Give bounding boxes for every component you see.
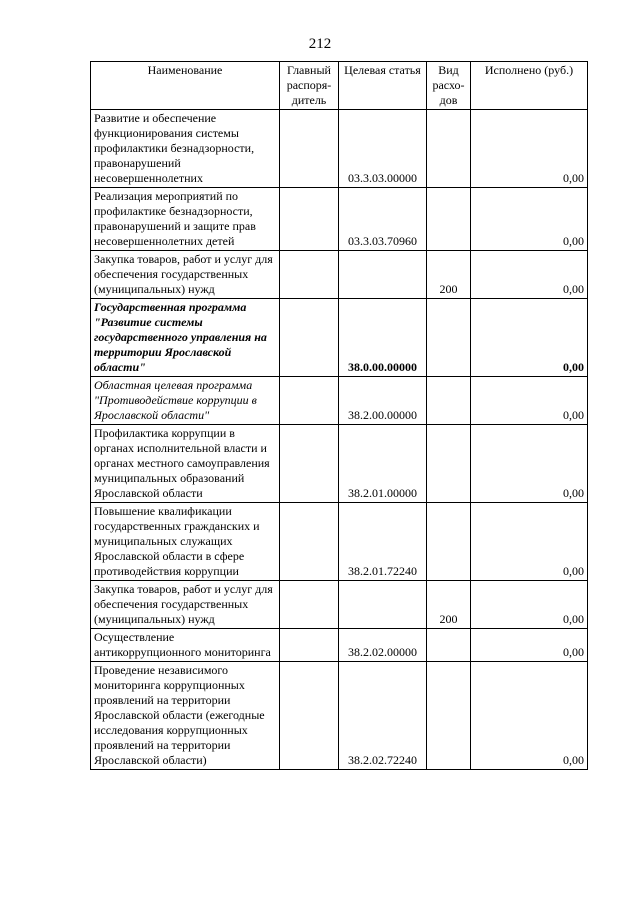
cell-article: 38.2.01.00000 [339,425,427,503]
cell-article: 03.3.03.00000 [339,110,427,188]
table-header-row [91,62,588,110]
cell-article [339,581,427,629]
cell-name: Государственная программа "Развитие системы государственного управления на территории Ярославской области" [91,299,280,377]
cell-type [427,110,471,188]
header-type: Вид расхо-дов [427,62,471,110]
cell-admin [280,110,339,188]
table-row [91,188,588,251]
cell-name: Областная целевая программа "Противодействие коррупции в Ярославской области" [91,377,280,425]
cell-article: 03.3.03.70960 [339,188,427,251]
table-row [91,629,588,662]
cell-admin [280,629,339,662]
table-row [91,377,588,425]
cell-type [427,503,471,581]
cell-admin [280,377,339,425]
table-row [91,251,588,299]
cell-type [427,662,471,770]
cell-article: 38.2.02.72240 [339,662,427,770]
cell-executed: 0,00 [471,188,588,251]
budget-table [90,61,588,770]
cell-type [427,377,471,425]
header-admin: Главный распоря-дитель [280,62,339,110]
cell-executed: 0,00 [471,503,588,581]
cell-name: Осуществление антикоррупционного мониторинга [91,629,280,662]
table-row [91,581,588,629]
cell-name: Закупка товаров, работ и услуг для обеспечения государственных (муниципальных) нужд [91,251,280,299]
cell-executed: 0,00 [471,299,588,377]
cell-article: 38.2.00.00000 [339,377,427,425]
cell-type: 200 [427,251,471,299]
cell-admin [280,662,339,770]
cell-admin [280,299,339,377]
header-article: Целевая статья [339,62,427,110]
cell-executed: 0,00 [471,377,588,425]
cell-article: 38.0.00.00000 [339,299,427,377]
cell-name: Проведение независимого мониторинга коррупционных проявлений на территории Ярославской области (ежегодные исследования коррупционных проявлений на территории Ярославской области) [91,662,280,770]
cell-type [427,425,471,503]
header-name: Наименование [91,62,280,110]
cell-admin [280,581,339,629]
cell-admin [280,251,339,299]
cell-executed: 0,00 [471,629,588,662]
cell-type [427,299,471,377]
cell-admin [280,188,339,251]
cell-executed: 0,00 [471,110,588,188]
cell-executed: 0,00 [471,581,588,629]
cell-article: 38.2.02.00000 [339,629,427,662]
cell-name: Закупка товаров, работ и услуг для обеспечения государственных (муниципальных) нужд [91,581,280,629]
cell-admin [280,425,339,503]
cell-article [339,251,427,299]
table-row [91,425,588,503]
cell-name: Профилактика коррупции в органах исполнительной власти и органах местного самоуправления муниципальных образований Ярославской области [91,425,280,503]
cell-executed: 0,00 [471,662,588,770]
page-number: 212 [308,36,332,52]
cell-name: Реализация мероприятий по профилактике безнадзорности, правонарушений и защите прав несовершеннолетних детей [91,188,280,251]
cell-name: Развитие и обеспечение функционирования системы профилактики безнадзорности, правонарушений несовершеннолетних [91,110,280,188]
cell-executed: 0,00 [471,425,588,503]
table-row [91,503,588,581]
cell-name: Повышение квалификации государственных гражданских и муниципальных служащих Ярославской области в сфере противодействия коррупции [91,503,280,581]
cell-admin [280,503,339,581]
cell-executed: 0,00 [471,251,588,299]
table-row [91,299,588,377]
cell-article: 38.2.01.72240 [339,503,427,581]
cell-type: 200 [427,581,471,629]
table-row [91,110,588,188]
table-row [91,662,588,770]
header-executed: Исполнено (руб.) [471,62,588,110]
cell-type [427,629,471,662]
cell-type [427,188,471,251]
